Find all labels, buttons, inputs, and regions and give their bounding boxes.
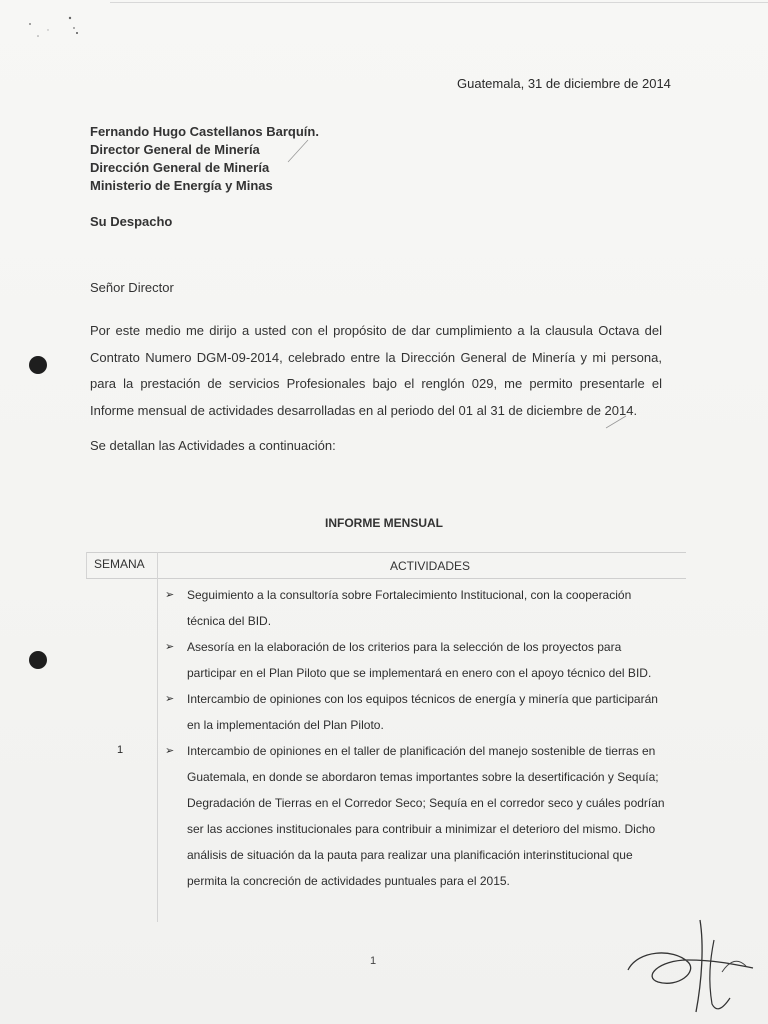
binder-hole bbox=[29, 356, 47, 374]
activity-line bbox=[165, 764, 665, 790]
activity-text: ser las acciones institucionales para contribuir a minimizar el deterioro del mismo. Dicho bbox=[187, 822, 656, 836]
table-top-border bbox=[86, 552, 686, 553]
activity-text: permita la concreción de actividades puntuales para el 2015. bbox=[187, 874, 510, 888]
activities-list bbox=[165, 582, 695, 922]
salutation: Señor Director bbox=[90, 280, 174, 295]
activity-item bbox=[165, 634, 651, 686]
signature bbox=[618, 900, 768, 1024]
activity-text: participar en el Plan Piloto que se implementará en enero con el apoyo técnico del BID. bbox=[187, 666, 652, 680]
paragraph-line: Informe mensual de actividades desarrolladas en al periodo del 01 al 31 de diciembre de 2014. bbox=[90, 402, 638, 418]
activity-item bbox=[165, 582, 631, 634]
recipient-title: Director General de Minería bbox=[90, 142, 260, 157]
activity-item bbox=[165, 686, 658, 738]
activity-line bbox=[165, 842, 665, 868]
paragraph-line: Contrato Numero DGM-09-2014, celebrado entre la Dirección General de Minería y mi persona, bbox=[90, 349, 662, 365]
arrow-bullet-icon: ➢ bbox=[165, 641, 175, 653]
activity-text: Degradación de Tierras en el Corredor Seco; Sequía en el corredor seco y cuáles podrían bbox=[187, 796, 665, 810]
activity-text: análisis de situación da la pauta para realizar una planificación interinstitucional que bbox=[187, 848, 633, 862]
activity-text: Intercambio de opiniones en el taller de planificación del manejo sostenible de tierras en bbox=[187, 744, 656, 758]
activity-item bbox=[165, 738, 665, 894]
scan-edge-line bbox=[110, 2, 768, 3]
activity-line bbox=[165, 608, 631, 634]
arrow-bullet-icon: ➢ bbox=[165, 745, 175, 757]
activity-text: Intercambio de opiniones con los equipos técnicos de energía y minería que participarán bbox=[187, 692, 658, 706]
intro-line: Se detallan las Actividades a continuación: bbox=[90, 438, 336, 453]
table-header-border bbox=[86, 578, 686, 579]
page-number: 1 bbox=[370, 955, 377, 967]
activity-line bbox=[165, 634, 651, 660]
paragraph-line: para la prestación de servicios Profesionales bajo el renglón 029, me permito presentarle el bbox=[90, 376, 662, 391]
arrow-bullet-icon: ➢ bbox=[165, 589, 175, 601]
recipient-department: Dirección General de Minería bbox=[90, 160, 270, 175]
body-paragraph bbox=[90, 318, 662, 424]
activity-line bbox=[165, 712, 658, 738]
activity-line bbox=[165, 868, 665, 894]
week-number: 1 bbox=[117, 744, 124, 756]
activity-text: Asesoría en la elaboración de los criterios para la selección de los proyectos para bbox=[187, 640, 622, 654]
header-activities: ACTIVIDADES bbox=[390, 559, 471, 573]
activity-text: técnica del BID. bbox=[187, 614, 272, 628]
paragraph-line: Por este medio me dirijo a usted con el propósito de dar cumplimiento a la clausula Octava del bbox=[90, 323, 662, 338]
activity-line bbox=[165, 738, 665, 764]
report-title: INFORME MENSUAL bbox=[325, 516, 443, 530]
recipient-office: Su Despacho bbox=[90, 214, 173, 229]
activity-text: Guatemala, en donde se abordaron temas importantes sobre la desertificación y Sequía; bbox=[187, 770, 659, 784]
activity-text: Seguimiento a la consultoría sobre Fortalecimiento Institucional, con la cooperación bbox=[187, 588, 632, 602]
activity-line bbox=[165, 582, 631, 608]
check-mark bbox=[604, 412, 628, 430]
recipient-name: Fernando Hugo Castellanos Barquín. bbox=[90, 124, 319, 139]
header-week: SEMANA bbox=[94, 557, 145, 571]
arrow-bullet-icon: ➢ bbox=[165, 693, 175, 705]
binder-hole bbox=[29, 651, 47, 669]
activity-line bbox=[165, 816, 665, 842]
letter-date: Guatemala, 31 de diciembre de 2014 bbox=[457, 76, 671, 91]
table-left-border bbox=[86, 552, 87, 578]
table-column-divider bbox=[157, 552, 158, 922]
recipient-ministry: Ministerio de Energía y Minas bbox=[90, 178, 273, 193]
scan-specks bbox=[22, 10, 92, 50]
check-mark bbox=[286, 138, 310, 164]
activity-text: en la implementación del Plan Piloto. bbox=[187, 718, 384, 732]
activity-line bbox=[165, 660, 651, 686]
activity-line bbox=[165, 686, 658, 712]
activity-line bbox=[165, 790, 665, 816]
